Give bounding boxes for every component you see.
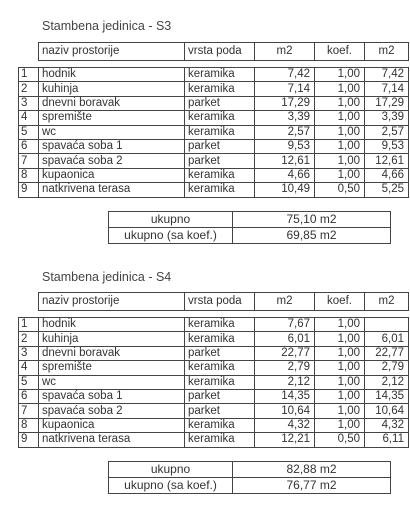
column-header: m2	[365, 293, 409, 311]
column-header: vrsta poda	[185, 293, 255, 311]
cell-area-coef: 4,32	[365, 418, 409, 432]
cell-floor: parket	[185, 96, 255, 110]
table-row	[19, 332, 409, 346]
cell-idx: 1	[19, 68, 39, 82]
cell-idx: 2	[19, 332, 39, 346]
cell-floor: parket	[185, 346, 255, 360]
totals-row	[109, 212, 391, 228]
cell-floor: keramika	[185, 125, 255, 139]
total-value: 82,88 m2	[233, 462, 391, 478]
column-header: vrsta poda	[185, 43, 255, 61]
cell-area-coef: 12,61	[365, 154, 409, 168]
table-row	[19, 125, 409, 139]
cell-area: 10,49	[255, 183, 315, 197]
cell-idx: 7	[19, 154, 39, 168]
cell-idx: 2	[19, 82, 39, 96]
cell-floor: parket	[185, 389, 255, 403]
cell-name: spavaća soba 1	[39, 389, 185, 403]
cell-coef: 1,00	[315, 404, 365, 418]
unit-title: Stambena jedinica - S3	[42, 19, 172, 33]
cell-area-coef	[365, 318, 409, 332]
cell-coef: 1,00	[315, 125, 365, 139]
cell-idx: 6	[19, 139, 39, 153]
table-header-row	[19, 293, 409, 311]
cell-area: 4,32	[255, 418, 315, 432]
cell-name: dnevni boravak	[39, 96, 185, 110]
table-row	[19, 139, 409, 153]
cell-floor: keramika	[185, 168, 255, 182]
cell-idx: 7	[19, 404, 39, 418]
cell-name: kupaonica	[39, 168, 185, 182]
cell-area-coef: 17,29	[365, 96, 409, 110]
table-row	[19, 82, 409, 96]
totals-table	[108, 211, 391, 244]
column-header	[19, 293, 39, 311]
cell-name: hodnik	[39, 318, 185, 332]
cell-idx: 9	[19, 433, 39, 447]
cell-name: kuhinja	[39, 332, 185, 346]
total-value: 69,85 m2	[233, 228, 391, 244]
unit-title: Stambena jedinica - S4	[42, 270, 172, 284]
cell-name: natkrivena terasa	[39, 183, 185, 197]
cell-name: hodnik	[39, 68, 185, 82]
cell-area-coef: 3,39	[365, 111, 409, 125]
cell-area-coef: 6,11	[365, 433, 409, 447]
cell-area: 14,35	[255, 389, 315, 403]
cell-area: 2,12	[255, 375, 315, 389]
cell-coef: 1,00	[315, 154, 365, 168]
cell-name: natkrivena terasa	[39, 433, 185, 447]
column-header	[19, 43, 39, 61]
cell-area: 22,77	[255, 346, 315, 360]
cell-coef: 1,00	[315, 375, 365, 389]
total-label: ukupno	[109, 462, 233, 478]
table-row	[19, 375, 409, 389]
cell-area: 12,61	[255, 154, 315, 168]
table-row	[19, 418, 409, 432]
table-row	[19, 68, 409, 82]
column-header: naziv prostorije	[39, 293, 185, 311]
cell-floor: keramika	[185, 111, 255, 125]
cell-coef: 1,00	[315, 332, 365, 346]
totals-row	[109, 228, 391, 244]
cell-coef: 1,00	[315, 389, 365, 403]
cell-area: 2,57	[255, 125, 315, 139]
cell-floor: parket	[185, 154, 255, 168]
cell-area: 17,29	[255, 96, 315, 110]
cell-idx: 8	[19, 168, 39, 182]
cell-coef: 1,00	[315, 82, 365, 96]
cell-idx: 9	[19, 183, 39, 197]
table-row	[19, 168, 409, 182]
table-row	[19, 346, 409, 360]
total-value: 76,77 m2	[233, 478, 391, 494]
cell-coef: 1,00	[315, 418, 365, 432]
table-row	[19, 96, 409, 110]
cell-floor: keramika	[185, 433, 255, 447]
cell-name: wc	[39, 125, 185, 139]
total-label: ukupno (sa koef.)	[109, 228, 233, 244]
table-row	[19, 433, 409, 447]
column-header: m2	[365, 43, 409, 61]
cell-name: kupaonica	[39, 418, 185, 432]
rooms-table	[18, 292, 409, 448]
table-row	[19, 154, 409, 168]
cell-floor: keramika	[185, 332, 255, 346]
cell-name: spavaća soba 2	[39, 404, 185, 418]
cell-coef: 1,00	[315, 111, 365, 125]
rooms-table	[18, 42, 409, 198]
cell-name: spavaća soba 2	[39, 154, 185, 168]
cell-idx: 5	[19, 125, 39, 139]
cell-floor: keramika	[185, 318, 255, 332]
cell-area: 4,66	[255, 168, 315, 182]
cell-area-coef: 6,01	[365, 332, 409, 346]
cell-area: 2,79	[255, 361, 315, 375]
cell-area-coef: 9,53	[365, 139, 409, 153]
cell-coef: 1,00	[315, 68, 365, 82]
cell-area: 9,53	[255, 139, 315, 153]
cell-idx: 3	[19, 346, 39, 360]
cell-idx: 8	[19, 418, 39, 432]
cell-coef: 1,00	[315, 361, 365, 375]
cell-coef: 1,00	[315, 168, 365, 182]
column-header: naziv prostorije	[39, 43, 185, 61]
cell-idx: 6	[19, 389, 39, 403]
cell-area-coef: 7,42	[365, 68, 409, 82]
cell-area-coef: 10,64	[365, 404, 409, 418]
cell-name: spavaća soba 1	[39, 139, 185, 153]
column-header: koef.	[315, 43, 365, 61]
table-row	[19, 111, 409, 125]
cell-floor: keramika	[185, 361, 255, 375]
cell-floor: keramika	[185, 418, 255, 432]
cell-floor: keramika	[185, 375, 255, 389]
cell-coef: 1,00	[315, 139, 365, 153]
table-row	[19, 361, 409, 375]
totals-row	[109, 462, 391, 478]
table-row	[19, 318, 409, 332]
cell-area: 7,67	[255, 318, 315, 332]
column-header: m2	[255, 293, 315, 311]
cell-area-coef: 2,79	[365, 361, 409, 375]
cell-idx: 1	[19, 318, 39, 332]
cell-idx: 5	[19, 375, 39, 389]
cell-coef: 1,00	[315, 346, 365, 360]
cell-name: kuhinja	[39, 82, 185, 96]
cell-area-coef: 5,25	[365, 183, 409, 197]
total-value: 75,10 m2	[233, 212, 391, 228]
cell-area: 7,42	[255, 68, 315, 82]
cell-area-coef: 4,66	[365, 168, 409, 182]
cell-idx: 4	[19, 361, 39, 375]
total-label: ukupno	[109, 212, 233, 228]
cell-name: spremište	[39, 111, 185, 125]
cell-area: 7,14	[255, 82, 315, 96]
cell-coef: 1,00	[315, 318, 365, 332]
cell-area-coef: 2,57	[365, 125, 409, 139]
cell-area-coef: 14,35	[365, 389, 409, 403]
column-header: m2	[255, 43, 315, 61]
cell-area: 10,64	[255, 404, 315, 418]
cell-coef: 0,50	[315, 433, 365, 447]
cell-floor: keramika	[185, 68, 255, 82]
cell-area-coef: 2,12	[365, 375, 409, 389]
cell-coef: 1,00	[315, 96, 365, 110]
cell-coef: 0,50	[315, 183, 365, 197]
cell-area: 6,01	[255, 332, 315, 346]
cell-floor: keramika	[185, 183, 255, 197]
table-row	[19, 389, 409, 403]
cell-idx: 4	[19, 111, 39, 125]
table-header-row	[19, 43, 409, 61]
totals-table	[108, 461, 391, 494]
cell-area: 3,39	[255, 111, 315, 125]
table-row	[19, 183, 409, 197]
table-row	[19, 404, 409, 418]
cell-area-coef: 7,14	[365, 82, 409, 96]
column-header: koef.	[315, 293, 365, 311]
cell-idx: 3	[19, 96, 39, 110]
cell-name: wc	[39, 375, 185, 389]
cell-name: dnevni boravak	[39, 346, 185, 360]
cell-floor: keramika	[185, 82, 255, 96]
cell-area-coef: 22,77	[365, 346, 409, 360]
totals-row	[109, 478, 391, 494]
cell-name: spremište	[39, 361, 185, 375]
cell-floor: parket	[185, 139, 255, 153]
cell-floor: parket	[185, 404, 255, 418]
total-label: ukupno (sa koef.)	[109, 478, 233, 494]
cell-area: 12,21	[255, 433, 315, 447]
